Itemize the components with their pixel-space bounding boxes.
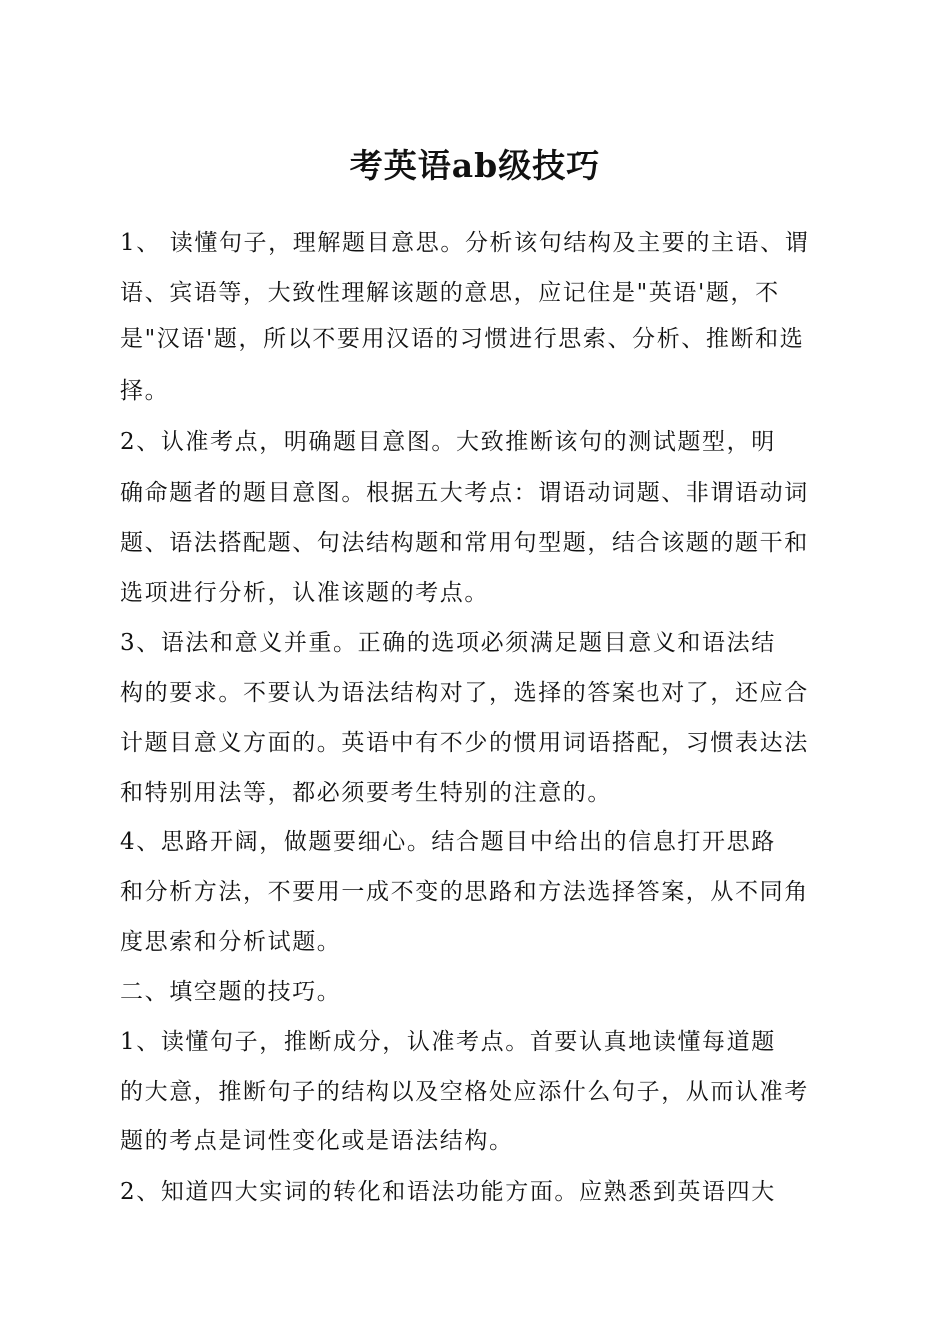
text-line: 和特别用法等，都必须要考生特别的注意的。: [120, 780, 612, 806]
text-line: 语、宾语等，大致性理解该题的意思，应记住是"英语'题，不: [120, 280, 780, 306]
text-line: 1、 读懂句子，理解题目意思。分析该句结构及主要的主语、谓: [120, 230, 810, 256]
section-heading: 二、填空题的技巧。: [120, 979, 342, 1005]
text-line: 题的考点是词性变化或是语法结构。: [120, 1128, 514, 1154]
text-line: 3、语法和意义并重。正确的选项必须满足题目意义和语法结: [120, 630, 776, 656]
document-title: 考英语ab级技巧: [349, 146, 601, 185]
text-line: 1、读懂句子，推断成分，认准考点。首要认真地读懂每道题: [120, 1029, 776, 1055]
text-line: 和分析方法，不要用一成不变的思路和方法选择答案，从不同角: [120, 879, 809, 905]
text-line: 度思索和分析试题。: [120, 929, 342, 955]
text-line: 择。: [120, 378, 170, 404]
text-line: 2、知道四大实词的转化和语法功能方面。应熟悉到英语四大: [120, 1179, 776, 1205]
text-line: 题、语法搭配题、句法结构题和常用句型题，结合该题的题干和: [120, 530, 809, 556]
text-line: 计题目意义方面的。英语中有不少的惯用词语搭配，习惯表达法: [120, 730, 809, 756]
text-line: 是"汉语'题，所以不要用汉语的习惯进行思索、分析、推断和选: [120, 326, 805, 352]
text-line: 2、认准考点，明确题目意图。大致推断该句的测试题型，明: [120, 429, 776, 455]
text-line: 选项进行分析，认准该题的考点。: [120, 580, 489, 606]
text-line: 确命题者的题目意图。根据五大考点：谓语动词题、非谓语动词: [120, 480, 809, 506]
text-line: 构的要求。不要认为语法结构对了，选择的答案也对了，还应合: [120, 680, 809, 706]
text-line: 的大意，推断句子的结构以及空格处应添什么句子，从而认准考: [120, 1079, 809, 1105]
text-line: 4、思路开阔，做题要细心。结合题目中给出的信息打开思路: [120, 829, 776, 855]
